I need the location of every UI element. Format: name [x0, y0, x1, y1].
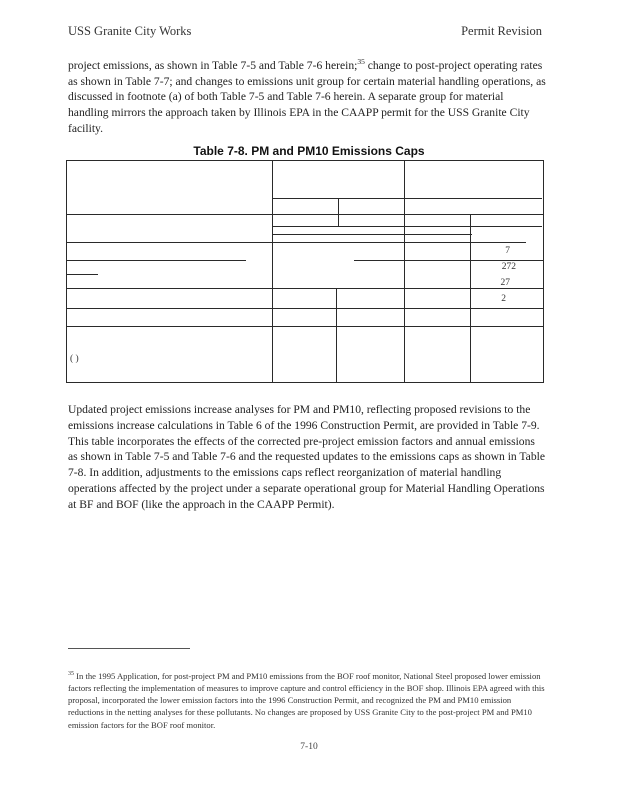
header-right: Permit Revision [461, 24, 542, 38]
table-rule [272, 198, 542, 199]
table-value: 272 [501, 262, 516, 272]
table-column-rule [336, 288, 337, 383]
table-border-top [66, 160, 544, 161]
footnote-separator [68, 648, 190, 649]
table-rule [66, 288, 544, 289]
table-rule [66, 308, 544, 309]
paragraph-2: Updated project emissions increase analyses for PM and PM10, reflecting proposed revisions to the emissions increase calculations in Table 6 of the 1996 Construction Permit, are provided in Table 7-9. This table incorporates the effects of the corrected pre-project emission factors and annual emissions as shown in Table 7-5 and Table 7-6 and the requested updates to the emissions caps as shown in Table 7-8. In addition, adjustments to the emissions caps reflect reorganization of material handling operations affected by the project under a separate operational group for Material Handling Operations at BF and BOF (like the approach in the CAAPP Permit). [68, 403, 545, 511]
footnote-reference: 35 [357, 57, 365, 66]
table-rule [66, 214, 544, 215]
table-rule [126, 242, 526, 243]
table-title: Table 7-8. PM and PM10 Emissions Caps [193, 144, 425, 158]
paragraph-1-text-b: change to post-project operating rates as shown in Table 7-7; and changes to emissions unit group for certain material handling operations, as discussed in footnote (a) of both Table 7-5 and Table 7-6 herein. A separate group for material handling mirrors the approach taken by Illinois EPA in the CAAPP permit for the USS Granite City facility. [68, 58, 546, 136]
footnote [68, 668, 546, 731]
table-rule [66, 326, 544, 327]
paragraph-1 [68, 54, 546, 137]
table-value: 7 [505, 246, 510, 256]
table-column-rule [404, 160, 405, 383]
table-border-bottom [66, 382, 544, 383]
table-column-rule [272, 160, 273, 383]
footnote-text: In the 1995 Application, for post-project PM and PM10 emissions from the BOF roof monitor, National Steel proposed lower emission factors reflecting the implementation of measures to improve capture and control efficiency in the BOF shop. Illinois EPA agreed with this proposal, incorporated the lower emission factors into the 1996 Construction Permit, and recognized the PM and PM10 emission reductions in the netting analyses for these pollutants. No changes are proposed by USS Granite City to the post-project PM and PM10 emission factors for the BOF roof monitor. [68, 670, 545, 730]
page-number: 7-10 [300, 742, 318, 752]
table-column-rule [338, 198, 339, 226]
footnote-marker: 35 [68, 671, 74, 677]
table-value: 2 [501, 294, 506, 304]
emissions-caps-table [66, 160, 544, 384]
table-rule [66, 274, 98, 275]
paragraph-1-text-a: project emissions, as shown in Table 7-5 and Table 7-6 herein; [68, 58, 358, 72]
table-rule [66, 242, 128, 243]
table-fragment: ( ) [70, 354, 79, 364]
table-value: 27 [500, 278, 510, 288]
table-border-left [66, 160, 67, 383]
table-rule [354, 260, 544, 261]
table-border-right [543, 160, 544, 383]
table-rule [272, 234, 472, 235]
header-left: USS Granite City Works [68, 24, 192, 38]
table-rule [272, 226, 542, 227]
table-rule [66, 260, 246, 261]
